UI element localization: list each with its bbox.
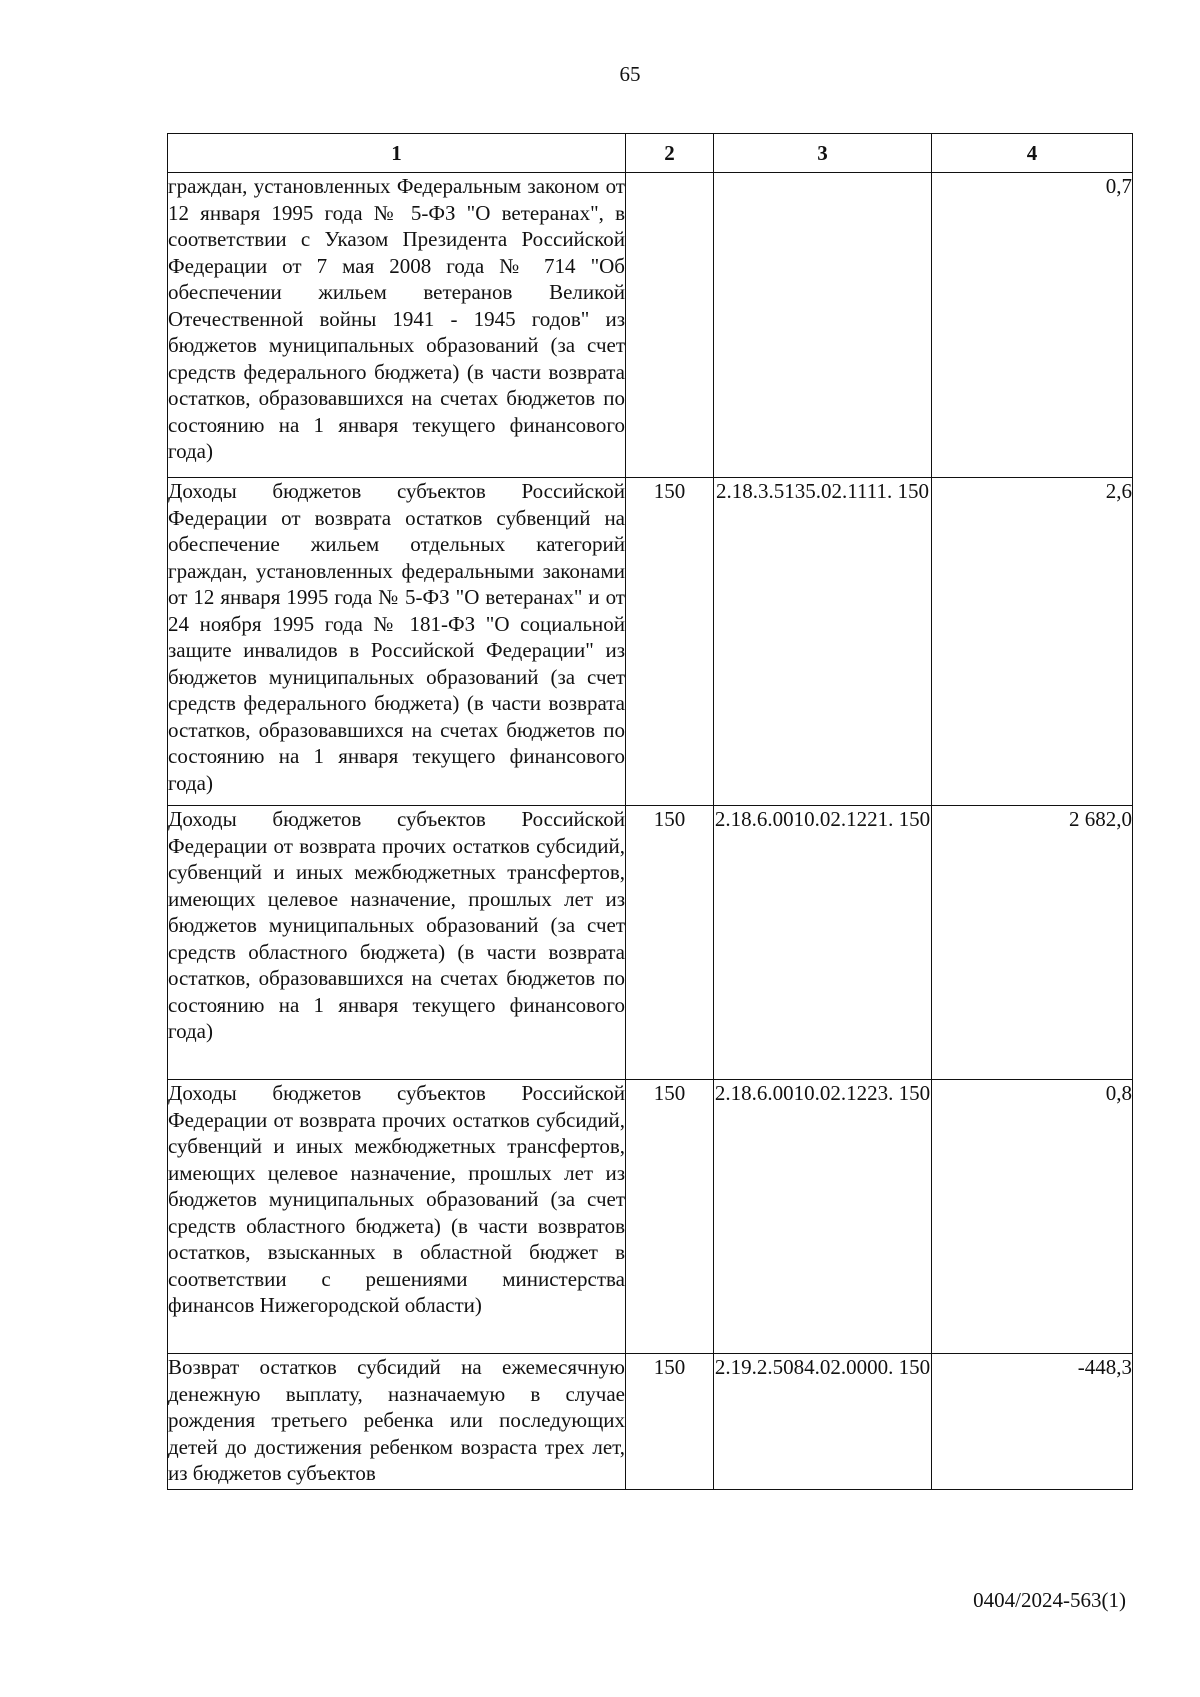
column-header-4: 4	[932, 134, 1133, 173]
amount-value: -448,3	[1077, 1355, 1132, 1379]
admin-code-cell: 150	[626, 1354, 714, 1490]
column-header-2: 2	[626, 134, 714, 173]
table-header-row	[168, 134, 1133, 173]
amount-cell	[932, 806, 1133, 1080]
revenue-name-cell: Доходы бюджетов субъектов Российской Федерации от возврата прочих остатков субсидий, субвенций и иных межбюджетных трансфертов, имеющих целевое назначение, прошлых лет из бюджетов муниципальных образований (за счет средств областного бюджета) (в части возврата остатков, образовавшихся на счетах бюджетов по состоянию на 1 января текущего финансового года)	[168, 806, 626, 1080]
amount-value: 2,6	[1105, 479, 1132, 503]
amount-cell	[932, 1354, 1133, 1490]
table-row	[168, 806, 1133, 1080]
amount-cell	[932, 173, 1133, 478]
column-header-3: 3	[714, 134, 932, 173]
admin-code-cell	[626, 173, 714, 478]
amount-value: 2 682,0	[1069, 807, 1132, 831]
table-row	[168, 478, 1133, 806]
revenue-name-cell: граждан, установленных Федеральным законом от 12 января 1995 года № 5-ФЗ "О ветеранах", в соответствии с Указом Президента Российской Федерации от 7 мая 2008 года № 714 "Об обеспечении жильем ветеранов Великой Отечественной войны 1941 - 1945 годов" из бюджетов муниципальных образований (за счет средств федерального бюджета) (в части возврата остатков, образовавшихся на счетах бюджетов по состоянию на 1 января текущего финансового года)	[168, 173, 626, 478]
amount-value: 0,7	[1105, 174, 1132, 198]
amount-cell	[932, 1080, 1133, 1354]
budget-classification-code-cell	[714, 173, 932, 478]
table-row	[168, 1080, 1133, 1354]
revenue-name-cell: Доходы бюджетов субъектов Российской Федерации от возврата прочих остатков субсидий, субвенций и иных межбюджетных трансфертов, имеющих целевое назначение, прошлых лет из бюджетов муниципальных образований (за счет средств областного бюджета) (в части возвратов остатков, взысканных в областной бюджет в соответствии с решениями министерства финансов Нижегородской области)	[168, 1080, 626, 1354]
page-number: 65	[619, 62, 641, 86]
budget-classification-code-cell: 2.19.2.5084.02.0000. 150	[714, 1354, 932, 1490]
revenue-name-cell: Возврат остатков субсидий на ежемесячную денежную выплату, назначаемую в случае рождения третьего ребенка или последующих детей до достижения ребенком возраста трех лет, из бюджетов субъектов	[168, 1354, 626, 1490]
budget-classification-code-cell: 2.18.6.0010.02.1223. 150	[714, 1080, 932, 1354]
amount-value: 0,8	[1105, 1081, 1132, 1105]
table-row	[168, 173, 1133, 478]
table-row	[168, 1354, 1133, 1490]
document-id: 0404/2024-563(1)	[973, 1588, 1126, 1612]
column-header-1: 1	[168, 134, 626, 173]
budget-classification-code-cell: 2.18.6.0010.02.1221. 150	[714, 806, 932, 1080]
revenue-name-cell: Доходы бюджетов субъектов Российской Федерации от возврата остатков субвенций на обеспечение жильем отдельных категорий граждан, установленных федеральными законами от 12 января 1995 года № 5-ФЗ "О ветеранах" и от 24 ноября 1995 года № 181-ФЗ "О социальной защите инвалидов в Российской Федерации" из бюджетов муниципальных образований (за счет средств федерального бюджета) (в части возврата остатков, образовавшихся на счетах бюджетов по состоянию на 1 января текущего финансового года)	[168, 478, 626, 806]
budget-table	[167, 133, 1133, 1490]
admin-code-cell: 150	[626, 478, 714, 806]
admin-code-cell: 150	[626, 806, 714, 1080]
amount-cell	[932, 478, 1133, 806]
admin-code-cell: 150	[626, 1080, 714, 1354]
budget-classification-code-cell: 2.18.3.5135.02.1111. 150	[714, 478, 932, 806]
